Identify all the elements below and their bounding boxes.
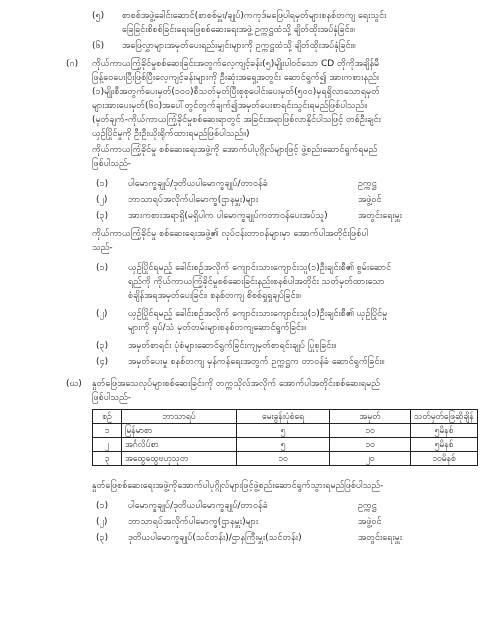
table-row — [93, 438, 478, 452]
member-number: (၂) — [96, 517, 108, 527]
duty-line: စံချိန်အရအမှတ်ပေးခြင်း၊ စနစ်တကျ စိစစ်ရှုရှုချပ်ခြင်း။ — [128, 291, 301, 301]
paragraph-line: ကိုယ်ကာယကြံ့ခိုင်မှုစစ်ဆေးခြင်းအတွက်လေ့ကျင့်ခန်း(၅)မျိုးပါဝင်သော CD တိုကိုအချိန်မီ — [92, 59, 380, 69]
subject-table — [92, 409, 478, 466]
paragraph-line: ဖြစ်ပါသည်- — [92, 159, 132, 169]
table-cell: ၁၀ — [330, 438, 411, 452]
item-text: စာစစ်အဖွဲ့ခေါင်းဆောင်(စာစစ်မှူး/ချုပ်)ကကုဒ်မဖြေပါရမှတ်များစနစ်တကျ ရေးသွင်း — [122, 11, 387, 21]
paragraph-line: ကိုယ်ကာယကြံ့ခိုင်မှု စစ်ဆေးရေးအဖွဲ့၏ လုပ်ငန်းတာဝန်များမှာ အောက်ပါအတိုင်းဖြစ်ပါ — [92, 229, 369, 239]
member-role: ပါမောက္ခချုပ်/ဒုတိယပါမောက္ခချုပ်/တာဝန်ခံ — [128, 179, 268, 189]
table-header: သတ်မှတ်ဖြေဆိုချိန် — [411, 410, 478, 424]
table-header: ဘာသာရပ် — [122, 410, 237, 424]
table-header: စဉ် — [93, 410, 122, 424]
paragraph-line: (မှတ်ချက်-ကိုယ်ကာယကြံ့ခိုင်မှုစစ်ဆေးရာတွင် အခြင်းအရာဖြစ်လာနိုင်ပါသဖြင့် တစ်ဦးချင်း — [92, 115, 381, 125]
table-cell: အင်္ဂလိပ်စာ — [122, 438, 237, 452]
item-number: (၆) — [92, 41, 105, 51]
table-cell: မြန်မာစာ — [122, 424, 237, 438]
table-cell: ၃ — [93, 452, 122, 466]
duty-line: များကို ရုပ်/သံ မှတ်တမ်းများစနစ်တကျဆောင်ရွက်ခြင်း။ — [128, 323, 307, 333]
paragraph-line: (၁)မျိုးစီအတွက်ပေးမှတ်(၁၀၀)စီသတ်မှတ်ပြီးစုစုပေါင်းပေးမှတ်(၅၀၀)မှရရှိလာသောရမှတ် — [92, 87, 380, 97]
duty-line: အမှတ်ပေးမှု စနစ်တကျ မှန်ကန်ရေးအတွက် ဥက္ကဋ္ဌက တာဝန်ခံ ဆောင်ရွက်ခြင်း။ — [128, 357, 385, 367]
paragraph-line: ဖြစ်ပါသည်- — [92, 393, 132, 403]
duty-line: ယှဉ်ပြိုင်ရမည့် ခေါင်းစဉ်အလိုက် ကျောင်းသားကျောင်းသူ(၁)ဦးချင်းစီ၏ ယှဉ်ပြိုင်မှု — [128, 309, 388, 319]
member-role: ဒုတိယပါမောက္ခချုပ်(သင်တန်း)/ဌာနကြီးမှူး(သင်တန်း) — [128, 533, 302, 543]
table-header-row — [93, 410, 478, 424]
duty-line: အမှတ်စာရင်း ပုံစံများဆောင်ရွက်ခြင်းကျမှတ်စာရင်းချုပ် ပြုစုခြင်း။ — [128, 341, 337, 351]
section-label: (ဂ) — [66, 59, 79, 69]
table-cell: ၁၀ — [237, 452, 330, 466]
table-cell: ၅ — [237, 424, 330, 438]
paragraph-line: ကိုယ်ကာယကြံ့ခိုင်မှု စစ်ဆေးရေးအဖွဲ့ကို အောက်ပါပုဂ္ဂိုလ်များဖြင့် ဖွဲ့စည်းဆောင်ရွက်ရမည် — [92, 145, 378, 155]
member-role: ဘာသာရပ်အလိုက်ပါမောက္ခ(ဌာနမှူး)များ — [128, 517, 259, 527]
item-text: အဖြေလွှာများအမှတ်ပေးရည်းမျှင်းများကို ဥက္ကဋ္ဌထံသို့ ချိတ်ထိုးအပ်နှံခြင်း။ — [122, 41, 356, 51]
section-label: (ဃ) — [66, 379, 82, 389]
member-duty: အတွင်းရေးမှူး — [358, 533, 403, 543]
member-duty: ဥက္ကဋ္ဌ — [358, 179, 377, 189]
table-cell: ၅မိနစ် — [411, 424, 478, 438]
member-number: (၁) — [96, 179, 109, 189]
paragraph-line: နှုတ်ဖြေစစ်ဆေးရေးအဖွဲ့ကိုအောက်ပါပုဂ္ဂိုလ်များဖြင့်ဖွဲ့စည်းဆောင်ရွက်သွားရမည်ဖြစ်ပါသည်- — [92, 481, 384, 491]
table-cell: ၅မိနစ် — [411, 438, 478, 452]
member-number: (၂) — [96, 195, 108, 205]
duty-number: (၄) — [96, 357, 109, 367]
paragraph-line: ဖြန့်ဝေပေးပြီးဖြစ်ပြီးလေ့ကျင့်ခန်းများကို ဦးဆုံးအရှေ့အတွင်း ဆောင်ရွက်၍ အားကစားနည်း — [92, 73, 380, 83]
table-row — [93, 424, 478, 438]
duty-number: (၂) — [96, 309, 108, 319]
paragraph-line: ယှဉ်ပြိုင်မှုကို ဦးဦးယိုးရိုက်ထားရမည်ဖြစ်ပါသည်။) — [92, 129, 250, 139]
paragraph-line: နှုတ်ဖြေအသေလုပ်များစစ်ဆေးခြင်းကို တက္ကသိုလ်အလိုက် အောက်ပါအတိုင်းစစ်ဆေးရမည် — [92, 379, 380, 389]
table-cell: ၂ — [93, 438, 122, 452]
table-cell: ၁ — [93, 424, 122, 438]
paragraph-line: များအားပေးမှတ်(၆၀)အပေါ်တွင်တွက်ချက်၍အမှတ်ပေးစာရင်းသွင်းရမည်ဖြစ်ပါသည်။ — [92, 101, 368, 111]
duty-line: ယှဉ်ပြိုင်ရမည့် ခေါင်းစဉ်အလိုက် ကျောင်းသားကျောင်းသူ(၁)ဦးချင်းစီ၏ စွမ်းဆောင် — [128, 263, 392, 273]
member-duty: အတွင်းရေးမှူး — [358, 211, 403, 221]
table-cell: ၁၀မိနစ် — [411, 452, 478, 466]
table-header: အမှတ် — [330, 410, 411, 424]
member-number: (၃) — [96, 211, 109, 221]
table-header: မေးခွန်းပုံစံရေ — [237, 410, 330, 424]
duty-line: ရည်ကို ကိုယ်ကာယကြံ့ခိုင်မှုစစ်ဆေးခြင်းနည်းစနစ်ပါအတိုင်း သတ်မှတ်ထားသော — [128, 277, 385, 287]
table-cell: အထွေထွေဗဟုသုတ — [122, 452, 237, 466]
member-duty: အဖွဲ့ဝင် — [358, 517, 382, 527]
member-role: ဘာသာရပ်အလိုက်ပါမောက္ခ(ဌာနမှူး)များ — [128, 195, 259, 205]
member-role: ပါမောက္ခချုပ်/ဒုတိယပါမောက္ခချုပ်/တာဝန်ခံ — [128, 501, 268, 511]
member-duty: အဖွဲ့ဝင် — [358, 195, 382, 205]
member-duty: ဥက္ကဋ္ဌ — [358, 501, 377, 511]
item-number: (၅) — [92, 11, 105, 21]
duty-number: (၁) — [96, 263, 109, 273]
member-number: (၁) — [96, 501, 109, 511]
table-cell: ၅ — [237, 438, 330, 452]
table-cell: ၁၀ — [330, 424, 411, 438]
member-role: အားကစားအရာရှိ(မရှိပါက ပါမောက္ခချုပ်ကတာဝန်ပေးအပ်သူ) — [128, 211, 328, 221]
member-number: (၃) — [96, 533, 109, 543]
item-text-cont: ခြေခြင်းစိစစ်ခြင်းရေးဖြေစစ်ဆေးရေးအဖွဲ့ ဥက္ကဋ္ဌထံသို့ ချိတ်ထိုးအပ်နှံခြင်း။ — [122, 25, 355, 35]
duty-number: (၃) — [96, 341, 109, 351]
table-row — [93, 452, 478, 466]
table-cell: ၂၀ — [330, 452, 411, 466]
paragraph-line: သည်- — [92, 243, 113, 253]
